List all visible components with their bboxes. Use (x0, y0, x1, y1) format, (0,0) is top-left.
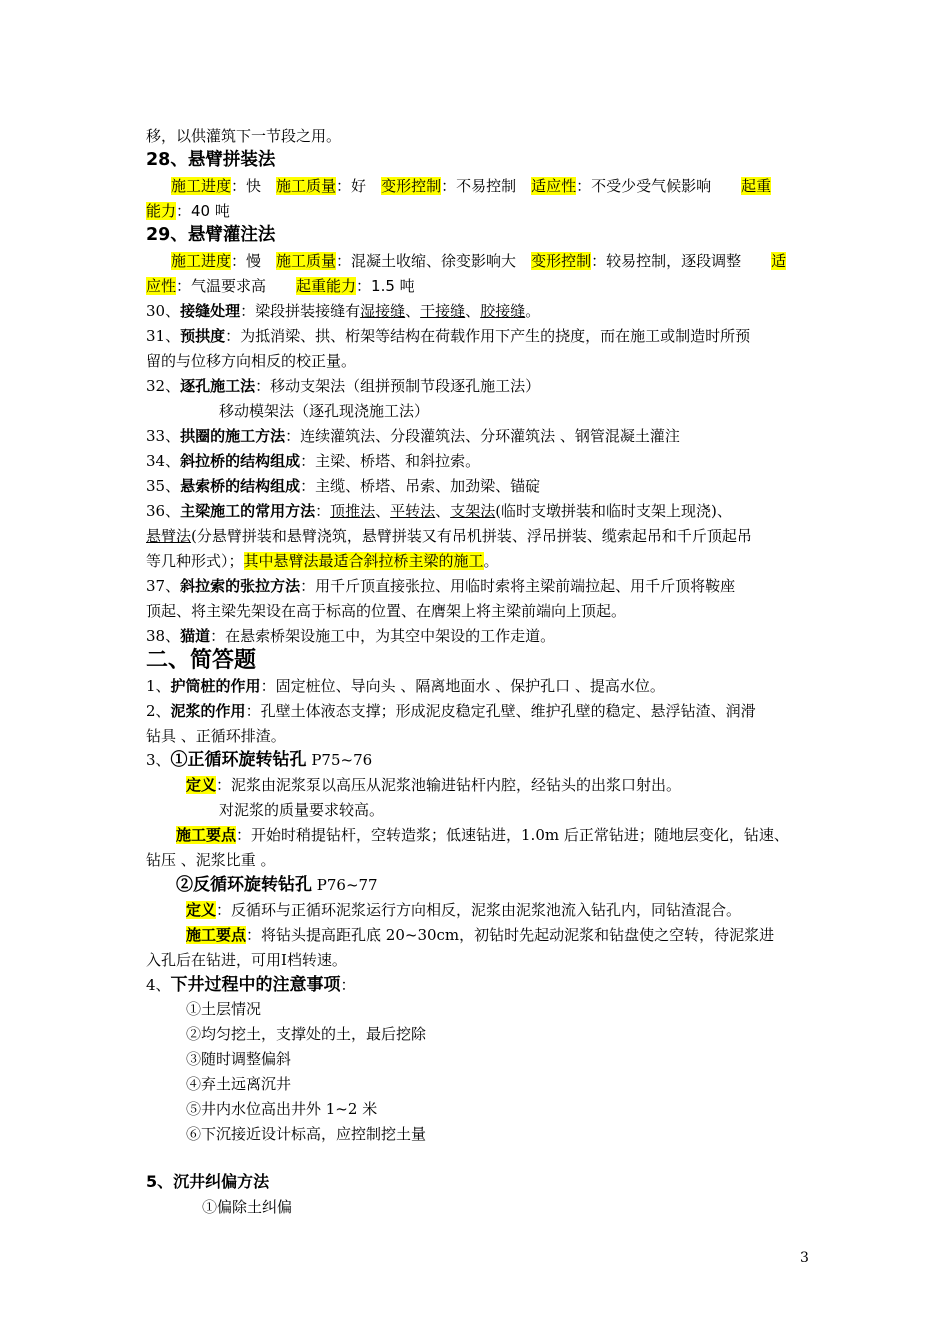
item-36-cont2 (146, 551, 810, 571)
highlight-term: 应性 (146, 277, 177, 295)
question-5: 5、沉井纠偏方法 (146, 1172, 270, 1191)
underlined-term: 胶接缝 (480, 302, 526, 320)
question-3b (176, 875, 810, 895)
highlight-term: 起重能力 (296, 277, 357, 295)
term: 悬索桥的结构组成 (180, 477, 301, 495)
text: 。 (483, 552, 499, 570)
q3b-points-cont: 入孔后在钻进，可用Ⅰ档转速。 (146, 951, 347, 969)
term: 接缝处理 (180, 302, 241, 320)
term: 拱圈的施工方法 (180, 427, 286, 445)
text: ：混凝土收缩、徐变影响大 (336, 252, 532, 270)
item-36 (146, 501, 810, 521)
text: 等几种形式）； (146, 552, 244, 570)
term: 预拱度 (180, 327, 226, 345)
text: ：不易控制 (441, 177, 532, 195)
text: (临时支墩拼装和临时支架上现浇)、 (495, 502, 732, 520)
line-28-1 (171, 176, 810, 196)
text: 、 (405, 302, 421, 320)
page-ref: P75~76 (306, 751, 373, 769)
highlight-term: 施工要点 (176, 826, 237, 844)
highlight-term: 施工要点 (186, 926, 247, 944)
term: 斜拉桥的结构组成 (180, 452, 301, 470)
text: ：连续灌筑法、分段灌筑法、分环灌筑法 、钢管混凝土灌注 (285, 427, 680, 445)
q3-definition (186, 775, 810, 795)
text: ：气温要求高 (176, 277, 297, 295)
term: 下井过程中的注意事项 (170, 975, 341, 995)
q3-definition-cont: 对泥浆的质量要求较高。 (219, 801, 385, 819)
item-number: 32、 (146, 377, 181, 395)
text: (分悬臂拼装和悬臂浇筑，悬臂拼装又有吊机拼装、浮吊拼装、缆索起吊和千斤顶起吊 (191, 527, 752, 545)
underlined-term: 平转法 (390, 502, 436, 520)
highlight-text: 其中悬臂法最适合斜拉桥主梁的施工 (243, 552, 484, 570)
text: ：固定桩位、导向头 、隔离地面水 、保护孔口 、提高水位。 (260, 677, 665, 695)
item-36-cont (146, 526, 810, 546)
list-item: ①偏除土纠偏 (202, 1198, 293, 1216)
highlight-term: 施工质量 (276, 252, 337, 270)
item-number: 31、 (146, 327, 181, 345)
highlight-term: 变形控制 (531, 252, 592, 270)
underlined-term: 干接缝 (420, 302, 466, 320)
item-38 (146, 626, 810, 646)
underlined-term: 湿接缝 (360, 302, 406, 320)
question-1 (146, 676, 810, 696)
text: ：较易控制，逐段调整 (591, 252, 772, 270)
text: ：将钻头提高距孔底 20~30cm，初钻时先起动泥浆和钻盘使之空转，待泥浆进 (246, 926, 775, 944)
item-31-cont: 留的与位移方向相反的校正量。 (146, 352, 357, 370)
text: ：孔壁土体液态支撑；形成泥皮稳定孔壁、维护孔壁的稳定、悬浮钻渣、润滑 (245, 702, 756, 720)
term: 猫道 (180, 627, 211, 645)
text: ：梁段拼装接缝有 (240, 302, 361, 320)
question-2 (146, 701, 810, 721)
section-heading: 二、简答题 (146, 648, 257, 673)
text: ：为抵消梁、拱、桁架等结构在荷载作用下产生的挠度，而在施工或制造时所预 (225, 327, 751, 345)
item-number: 2、 (146, 702, 171, 720)
text: 。 (525, 302, 541, 320)
question-3 (146, 750, 810, 770)
item-32 (146, 376, 810, 396)
item-number: 1、 (146, 677, 171, 695)
item-number: 35、 (146, 477, 181, 495)
heading-29: 29、悬臂灌注法 (146, 225, 276, 245)
item-number: 4、 (146, 976, 171, 994)
text: ：40 吨 (176, 202, 230, 220)
highlight-term: 定义 (186, 901, 217, 919)
item-number: 33、 (146, 427, 181, 445)
highlight-term: 适 (771, 252, 787, 270)
list-item: ①土层情况 (186, 1000, 262, 1018)
term: ①正循环旋转钻孔 (170, 750, 307, 770)
text: ：好 (336, 177, 382, 195)
text: ：反循环与正循环泥浆运行方向相反，泥浆由泥浆池流入钻孔内，同钻渣混合。 (216, 901, 742, 919)
text: ：慢 (231, 252, 277, 270)
q3-points-cont: 钻压 、泥浆比重 。 (146, 851, 276, 869)
text: ： (340, 976, 356, 994)
page-number: 3 (800, 1250, 809, 1266)
list-item: ④弃土远离沉井 (186, 1075, 292, 1093)
text: 、 (465, 302, 481, 320)
text: ： (315, 502, 331, 520)
line-29-2 (146, 276, 810, 296)
highlight-term: 施工进度 (171, 177, 232, 195)
list-item: ⑤井内水位高出井外 1~2 米 (186, 1100, 378, 1118)
text: ：用千斤顶直接张拉、用临时索将主梁前端拉起、用千斤顶将鞍座 (300, 577, 736, 595)
item-number: 38、 (146, 627, 181, 645)
term: 逐孔施工法 (180, 377, 256, 395)
term: 泥浆的作用 (170, 702, 246, 720)
item-number: 34、 (146, 452, 181, 470)
highlight-term: 施工质量 (276, 177, 337, 195)
text: ：主梁、桥塔、和斜拉索。 (300, 452, 481, 470)
text: ：主缆、桥塔、吊索、加劲梁、锚碇 (300, 477, 541, 495)
item-30 (146, 301, 810, 321)
item-37-cont: 顶起、将主梁先架设在高于标高的位置、在膺架上将主梁前端向上顶起。 (146, 602, 627, 620)
highlight-term: 起重 (741, 177, 772, 195)
underlined-term: 悬臂法 (146, 527, 192, 545)
text: ：1.5 吨 (356, 277, 415, 295)
text: ：开始时稍提钻杆，空转造浆；低速钻进，1.0m 后正常钻进；随地层变化，钻速、 (236, 826, 789, 844)
line-28-2 (146, 201, 810, 221)
page-ref: P76~77 (312, 876, 378, 894)
q3b-points (186, 925, 810, 945)
item-number: 3、 (146, 751, 171, 769)
item-34 (146, 451, 810, 471)
term: 斜拉索的张拉方法 (180, 577, 301, 595)
heading-28: 28、悬臂拼装法 (146, 150, 276, 170)
text: ：快 (231, 177, 277, 195)
list-item: ③随时调整偏斜 (186, 1050, 292, 1068)
item-35 (146, 476, 810, 496)
list-item: ②均匀挖土，支撑处的土，最后挖除 (186, 1025, 427, 1043)
question-2-cont: 钻具 、正循环排渣。 (146, 727, 286, 745)
highlight-term: 变形控制 (381, 177, 442, 195)
underlined-term: 支架法 (450, 502, 496, 520)
highlight-term: 定义 (186, 776, 217, 794)
text-line: 移，以供灌筑下一节段之用。 (146, 127, 342, 145)
highlight-term: 能力 (146, 202, 177, 220)
underlined-term: 顶推法 (330, 502, 376, 520)
item-number: 37、 (146, 577, 181, 595)
item-31 (146, 326, 810, 346)
line-29-1 (171, 251, 810, 271)
q3-points (176, 825, 810, 845)
question-4 (146, 975, 810, 995)
item-number: 30、 (146, 302, 181, 320)
text: 、 (375, 502, 391, 520)
item-number: 36、 (146, 502, 181, 520)
highlight-term: 适应性 (531, 177, 577, 195)
item-37 (146, 576, 810, 596)
list-item: ⑥下沉接近设计标高，应控制挖土量 (186, 1125, 427, 1143)
text: ：移动支架法（组拼预制节段逐孔施工法） (255, 377, 541, 395)
term: 护筒桩的作用 (170, 677, 261, 695)
text: 、 (435, 502, 451, 520)
text: ：不受少受气候影响 (576, 177, 742, 195)
highlight-term: 施工进度 (171, 252, 232, 270)
text: ：在悬索桥架设施工中，为其空中架设的工作走道。 (210, 627, 556, 645)
q3b-definition (186, 900, 810, 920)
item-33 (146, 426, 810, 446)
item-32-cont: 移动模架法（逐孔现浇施工法） (219, 402, 430, 420)
text: ：泥浆由泥浆泵以高压从泥浆池输进钻杆内腔，经钻头的出浆口射出。 (216, 776, 682, 794)
term: ②反循环旋转钻孔 (176, 875, 312, 895)
term: 主梁施工的常用方法 (180, 502, 316, 520)
